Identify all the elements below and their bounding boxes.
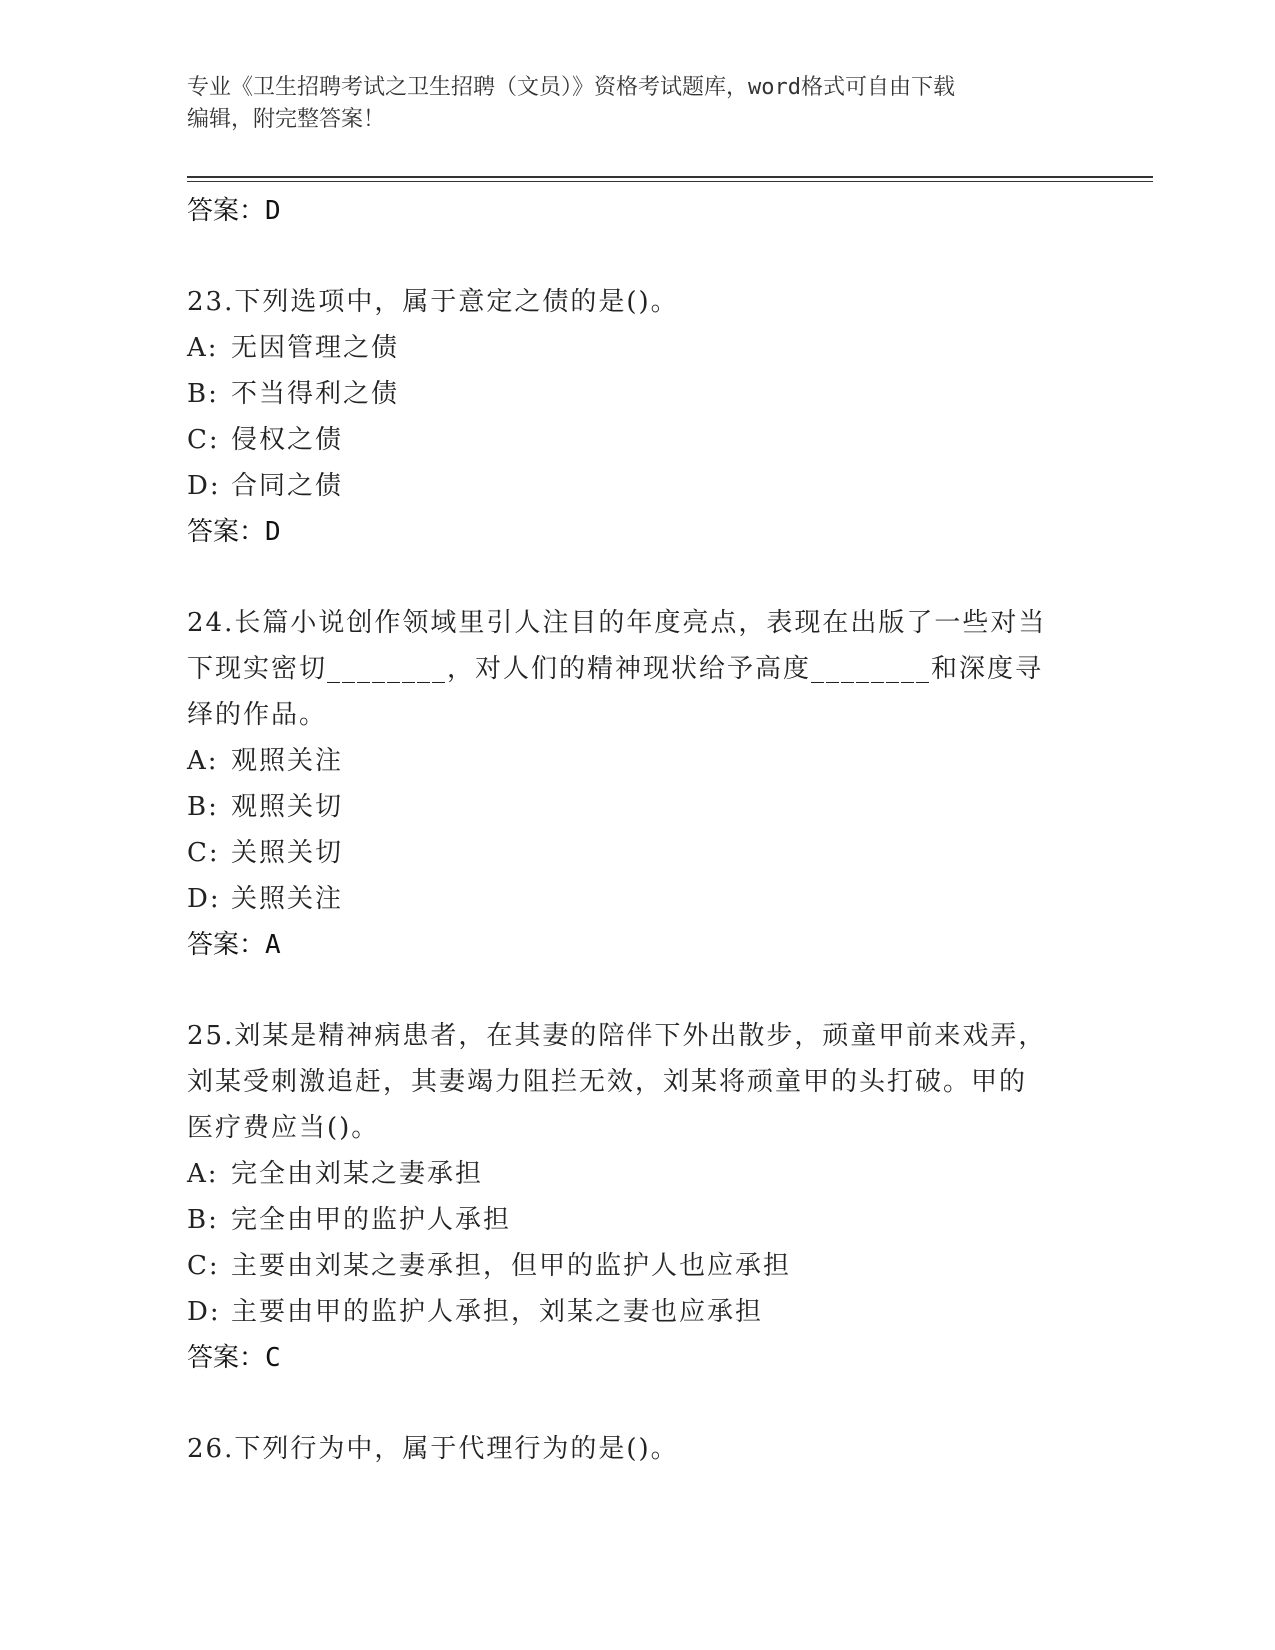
option-d [187, 876, 1087, 922]
option-d [187, 1289, 1087, 1335]
option-key: B: [187, 792, 219, 822]
option-key: D: [187, 884, 221, 914]
option-key: A: [187, 746, 219, 776]
question-stem: 26.下列行为中，属于代理行为的是()。 [187, 1434, 679, 1464]
question-stem-line: 24.长篇小说创作领域里引人注目的年度亮点，表现在出版了一些对当 [187, 608, 1047, 638]
spacer [187, 555, 1087, 600]
option-text: 无因管理之债 [231, 333, 400, 363]
option-text: 观照关切 [231, 792, 344, 822]
option-key: C: [187, 425, 220, 455]
option-a [187, 325, 1087, 371]
option-key: A: [187, 333, 219, 363]
option-b [187, 1197, 1087, 1243]
question-stem-line: 医疗费应当()。 [187, 1113, 380, 1143]
option-key: B: [187, 1205, 219, 1235]
answer-q23: 答案：D [187, 517, 281, 547]
option-text: 完全由甲的监护人承担 [231, 1205, 512, 1235]
question-stem-line: 25.刘某是精神病患者，在其妻的陪伴下外出散步，顽童甲前来戏弄， [187, 1021, 1047, 1051]
option-b [187, 371, 1087, 417]
answer-q25: 答案：C [187, 1343, 281, 1373]
option-a [187, 1151, 1087, 1197]
spacer [187, 1381, 1087, 1426]
option-text: 关照关注 [231, 884, 344, 914]
answer-q22: 答案：D [187, 196, 281, 226]
option-text: 观照关注 [231, 746, 344, 776]
option-d [187, 463, 1087, 509]
option-text: 不当得利之债 [231, 379, 400, 409]
header-rule-thick [187, 176, 1153, 178]
header-line-2: 编辑，附完整答案！ [187, 107, 386, 132]
option-c [187, 417, 1087, 463]
question-stem-line: 下现实密切________，对人们的精神现状给予高度________和深度寻 [187, 654, 1044, 684]
option-text: 关照关切 [231, 838, 344, 868]
option-key: B: [187, 379, 219, 409]
option-text: 合同之债 [231, 471, 344, 501]
answer-q24: 答案：A [187, 930, 281, 960]
spacer [187, 234, 1087, 279]
option-b [187, 784, 1087, 830]
question-24 [187, 600, 1087, 738]
option-a [187, 738, 1087, 784]
question-25 [187, 1013, 1087, 1151]
option-key: C: [187, 838, 220, 868]
question-stem-line: 刘某受刺激追赶，其妻竭力阻拦无效，刘某将顽童甲的头打破。甲的 [187, 1067, 1028, 1097]
question-stem: 23.下列选项中，属于意定之债的是()。 [187, 287, 679, 317]
option-key: D: [187, 471, 221, 501]
option-key: A: [187, 1159, 219, 1189]
option-text: 完全由刘某之妻承担 [231, 1159, 484, 1189]
question-stem-line: 绎的作品。 [187, 700, 328, 730]
header-rule-thin [187, 181, 1153, 182]
question-26 [187, 1426, 1087, 1472]
option-c [187, 1243, 1087, 1289]
option-text: 主要由刘某之妻承担，但甲的监护人也应承担 [231, 1251, 792, 1281]
option-c [187, 830, 1087, 876]
document-header [187, 72, 1067, 136]
header-line-1: 专业《卫生招聘考试之卫生招聘（文员）》资格考试题库，word格式可自由下载 [187, 75, 955, 100]
question-23 [187, 279, 1087, 325]
option-text: 主要由甲的监护人承担，刘某之妻也应承担 [231, 1297, 764, 1327]
document-body [187, 188, 1087, 1472]
spacer [187, 968, 1087, 1013]
option-key: C: [187, 1251, 220, 1281]
option-key: D: [187, 1297, 221, 1327]
option-text: 侵权之债 [231, 425, 344, 455]
